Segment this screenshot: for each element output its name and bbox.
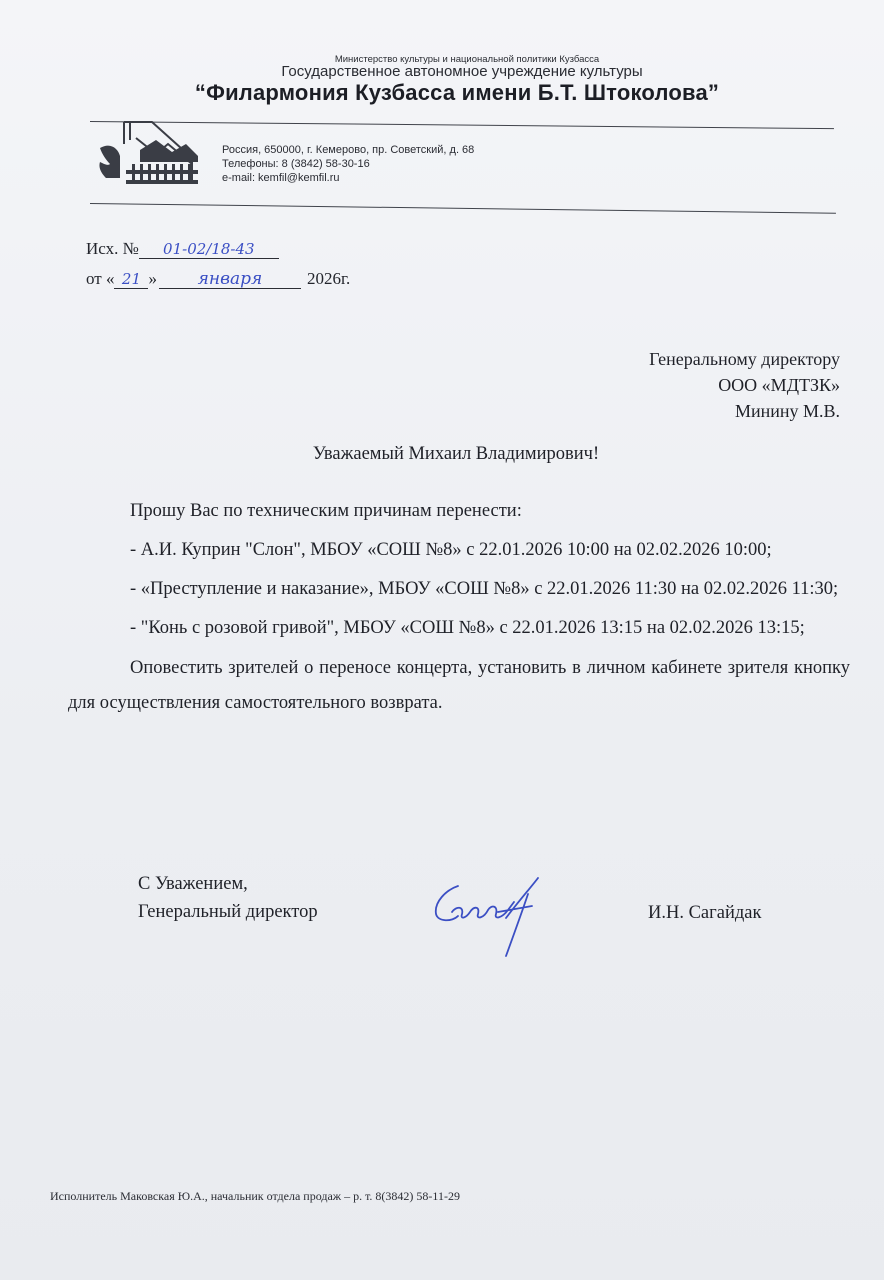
- email-line: e-mail: kemfil@kemfil.ru: [222, 172, 340, 184]
- philharmonic-building-logo-icon: [96, 118, 200, 190]
- year-value: 2026г.: [306, 269, 351, 288]
- outgoing-number-line: [86, 239, 279, 259]
- day-value: 21: [121, 270, 142, 288]
- month-field: [159, 270, 301, 289]
- signature-block: [138, 870, 318, 926]
- addressee-position: Генеральному директору: [649, 349, 840, 369]
- handwritten-signature: [428, 872, 552, 962]
- body-intro: Прошу Вас по техническим причинам перенести:: [130, 501, 522, 521]
- greeting: Уважаемый Михаил Владимирович!: [312, 444, 600, 464]
- date-prefix: от «: [86, 269, 115, 288]
- signer-name: И.Н. Сагайдак: [648, 903, 762, 923]
- outgoing-number-value: 01-02/18-43: [163, 240, 255, 258]
- letter-body: [68, 492, 850, 721]
- header-bottom-rule: [90, 203, 836, 214]
- addressee-block: [649, 346, 840, 424]
- body-closing: Оповестить зрителей о переносе концерта, установить в личном кабинете зрителя кнопку для осуществления самостоятельного возврата.: [68, 658, 850, 713]
- outgoing-number-field: [139, 240, 279, 259]
- day-field: [114, 270, 148, 289]
- list-item: - А.И. Куприн "Слон", МБОУ «СОШ №8» с 22.01.2026 10:00 на 02.02.2026 10:00;: [130, 540, 772, 560]
- institution-type: Государственное автономное учреждение культуры: [281, 63, 643, 80]
- signer-position: Генеральный директор: [138, 902, 318, 922]
- month-value: января: [197, 269, 263, 289]
- addressee-name: Минину М.В.: [734, 401, 840, 421]
- day-close: »: [148, 269, 157, 288]
- outgoing-number-label: Исх. №: [86, 239, 139, 258]
- addressee-company: ООО «МДТЗК»: [718, 375, 840, 395]
- phone-line: Телефоны: 8 (3842) 58-30-16: [222, 158, 370, 170]
- institution-name: “Филармония Кузбасса имени Б.Т. Штоколова”: [194, 80, 720, 105]
- regards-line: С Уважением,: [138, 874, 248, 894]
- contact-block: [222, 143, 474, 185]
- header-top-rule: [90, 121, 834, 129]
- executor-line: Исполнитель Маковская Ю.А., начальник отдела продаж – р. т. 8(3842) 58-11-29: [50, 1189, 460, 1203]
- ministry-line: Министерство культуры и национальной политики Кузбасса: [334, 54, 600, 65]
- list-item: - «Преступление и наказание», МБОУ «СОШ №8» с 22.01.2026 11:30 на 02.02.2026 11:30;: [130, 579, 839, 599]
- postal-address: Россия, 650000, г. Кемерово, пр. Советский, д. 68: [222, 144, 475, 156]
- date-line: [86, 269, 350, 289]
- list-item: - "Конь с розовой гривой", МБОУ «СОШ №8» с 22.01.2026 13:15 на 02.02.2026 13:15;: [130, 618, 805, 638]
